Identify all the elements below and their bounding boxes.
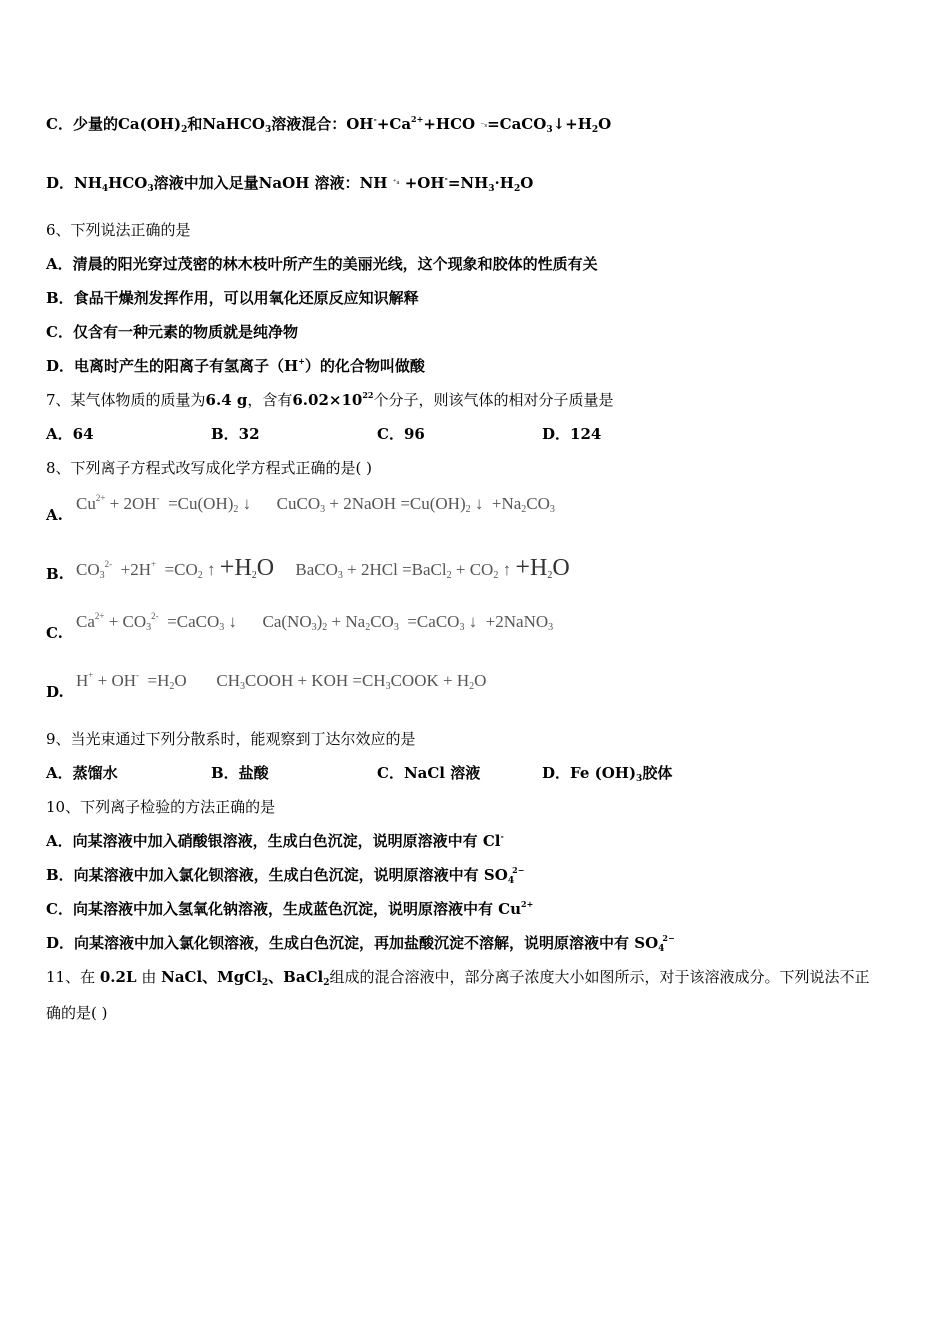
text: 个分子，则该气体的相对分子质量是 — [373, 391, 614, 409]
formula: NH — [359, 174, 388, 192]
q11-stem-line2: 确的是( ) — [46, 1004, 108, 1022]
text: ）的化合物叫做酸 — [304, 357, 425, 375]
q6-option-c: C．仅含有一种元素的物质就是纯净物 — [46, 323, 298, 341]
text: D．向某溶液中加入氯化钡溶液，生成白色沉淀，再加盐酸沉淀不溶解，说明原溶液中有 SO — [46, 934, 659, 952]
formula: +HCO — [423, 115, 476, 133]
number: 6.02×10 — [292, 391, 363, 409]
formula: ↓+H — [552, 115, 592, 133]
q7-option-b: B．32 — [211, 425, 260, 443]
q8-option-b-label: B. — [46, 565, 64, 583]
q8-stem: 8、下列离子方程式改写成化学方程式正确的是( ) — [46, 459, 373, 477]
q9-option-a: A．蒸馏水 — [46, 764, 118, 782]
text: 7、某气体物质的质量为 — [46, 391, 206, 409]
formula: NaCl、MgCl — [161, 968, 262, 986]
q9-option-b: B．盐酸 — [211, 764, 269, 782]
text: C．向某溶液中加入氢氧化钠溶液，生成蓝色沉淀，说明原溶液中有 Cu — [46, 900, 522, 918]
q5-option-c: C．少量的$Ca(OH)_2$和NaHCO$_3$溶液混合：$OH^-+Ca^{2+}+HCO$ $^-_3=CaCO_3↓+H_2O$ — [46, 114, 612, 135]
q7-option-d: D．124 — [542, 425, 602, 443]
text: 溶液： — [314, 174, 360, 192]
formula: +Ca — [376, 115, 412, 133]
text: 溶液混合： — [271, 115, 347, 133]
text: D．Fe (OH) — [542, 764, 637, 782]
formula: NaHCO — [202, 115, 265, 133]
q10-option-b: B．向某溶液中加入氯化钡溶液，生成白色沉淀，说明原溶液中有 $SO_4^{2-}$ — [46, 865, 525, 886]
q10-option-a: A．向某溶液中加入硝酸银溶液，生成白色沉淀，说明原溶液中有 Cl- — [46, 831, 504, 850]
exponent: 22 — [362, 390, 374, 400]
q10-option-c: C．向某溶液中加入氢氧化钠溶液，生成蓝色沉淀，说明原溶液中有 $Cu^{2+}$ — [46, 899, 534, 918]
formula: +OH — [404, 174, 445, 192]
q6-option-a: A．清晨的阳光穿过茂密的林木枝叶所产生的美丽光线，这个现象和胶体的性质有关 — [46, 255, 598, 273]
text: B．向某溶液中加入氯化钡溶液，生成白色沉淀，说明原溶液中有 SO — [46, 866, 508, 884]
text: 溶液中加入足量 — [153, 174, 259, 192]
text: 由 — [141, 968, 157, 986]
q8-equation-a: $Cu^{2+} + 2OH^- =Cu(OH)_2$ ↓ CuCO$_3$ + 2NaOH $=Cu(OH)_2$ ↓ $+Na_2CO_3$ — [76, 493, 555, 515]
text: ，含有 — [247, 391, 293, 409]
formula: Ca(OH) — [117, 115, 182, 133]
q6-stem: 6、下列说法正确的是 — [46, 221, 191, 239]
text: 和 — [187, 115, 203, 133]
q8-equation-d: $H^+ + OH^- =H_2O$ $CH_3COOH$ + KOH $=CH_3COOK + H_2O$ — [76, 670, 487, 692]
q11-stem-line1: 11、在 0.2L 由 NaCl、MgCl$_2$、BaCl$_2$组成的混合溶液中，部分离子浓度大小如图所示，对于该溶液成分。下列说法不正 — [46, 968, 870, 988]
formula: O — [520, 174, 534, 192]
text: 组成的混合溶液中，部分离子浓度大小如图所示，对于该溶液成分。下列说法不正 — [329, 968, 870, 986]
formula: =CaCO — [487, 115, 547, 133]
q10-option-d: D．向某溶液中加入氯化钡溶液，生成白色沉淀，再加盐酸沉淀不溶解，说明原溶液中有 $SO_4^{2-}$ — [46, 933, 675, 954]
formula: OH — [346, 115, 374, 133]
q8-equation-b: $CO_3^{2-} +2H^+ =CO_2$ ↑ $+H_2O$ BaCO$_3$ + 2HCl =BaCl$_2$ + $CO_2$ ↑ $+H_2O$ — [76, 552, 570, 581]
volume: 0.2L — [99, 968, 137, 986]
q10-stem: 10、下列离子检验的方法正确的是 — [46, 798, 276, 816]
q9-stem: 9、当光束通过下列分散系时，能观察到丁达尔效应的是 — [46, 730, 416, 748]
q7-stem — [46, 390, 614, 410]
q8-option-d-label: D. — [46, 683, 64, 701]
formula: NH — [74, 174, 102, 192]
option-letter: C． — [46, 115, 73, 133]
q7-option-a: A．64 — [46, 425, 94, 443]
q9-option-c: C．NaCl 溶液 — [377, 764, 481, 782]
text: 11、在 — [46, 968, 96, 986]
mass: 6.4 g — [205, 391, 248, 409]
formula: ·H — [494, 174, 514, 192]
option-letter: D． — [46, 174, 75, 192]
q6-option-d: D．电离时产生的阳离子有氢离子（H+）的化合物叫做酸 — [46, 356, 425, 375]
formula: NaOH — [258, 174, 310, 192]
q6-option-b: B．食品干燥剂发挥作用，可以用氧化还原反应知识解释 — [46, 289, 419, 307]
text: 少量的 — [72, 115, 118, 133]
q8-equation-c: $Ca^{2+} + CO_3^{2-}$ =CaCO$_3$ ↓ $Ca(NO_3)_2 + Na_2CO_3$ =CaCO$_3$ ↓ +2NaNO$_3$ — [76, 611, 554, 633]
text: D．电离时产生的阳离子有氢离子（H — [46, 357, 299, 375]
q9-option-d: D．Fe $(OH)_3$胶体 — [542, 764, 673, 784]
q7-option-c: C．96 — [377, 425, 425, 443]
text: A．向某溶液中加入硝酸银溶液，生成白色沉淀，说明原溶液中有 Cl — [46, 832, 501, 850]
formula: HCO — [108, 174, 148, 192]
q8-option-c-label: C. — [46, 624, 63, 642]
text: 胶体 — [642, 764, 673, 782]
q8-option-a-label: A. — [46, 506, 63, 524]
formula: =NH — [447, 174, 489, 192]
q5-option-d: D．$NH_4HCO_3$溶液中加入足量NaOH 溶液：NH $^{^+_4} +OH^-=NH_3\cdot H_2O$ — [46, 173, 534, 194]
formula: O — [598, 115, 612, 133]
formula: 、BaCl — [268, 968, 324, 986]
